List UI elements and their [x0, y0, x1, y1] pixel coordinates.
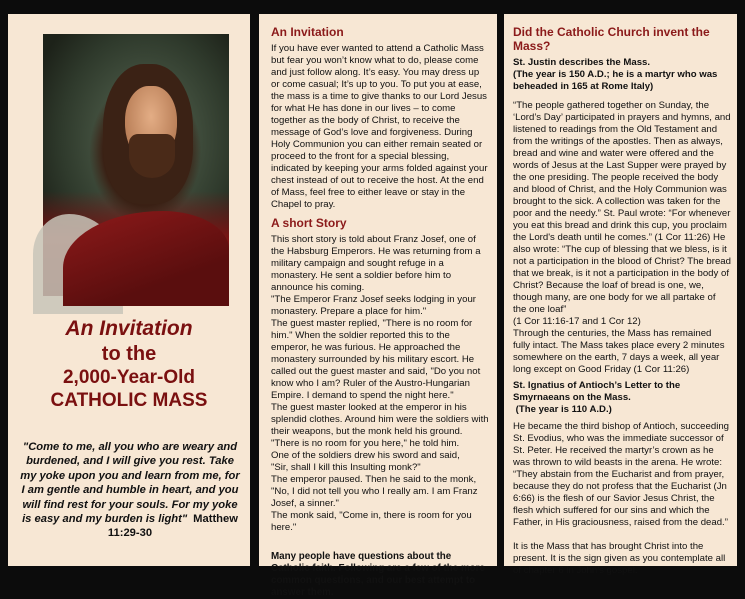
quote-text: "Come to me, all you who are weary and burdened, and I will give you rest. Take my yoke upon you and learn from me, for I am gentle and humble in heart, and you will find rest for your souls. For my yoke is easy and my burden is light"	[20, 441, 240, 526]
invitation-heading: An Invitation	[271, 25, 344, 39]
title-line-4: CATHOLIC MASS	[50, 390, 208, 411]
justin-subheading: (The year is 150 A.D.; he is a martyr who was beheaded in 165 at Rome Italy)	[513, 69, 718, 92]
questions-intro: Many people have questions about the Catholic faith. Following are a few of the more common questions, and our best attempt to answer them.	[271, 550, 485, 598]
invitation-panel	[259, 14, 497, 598]
story-heading: A short Story	[271, 216, 347, 230]
ignatius-subheading: (The year is 110 A.D.)	[513, 404, 612, 415]
centuries-text: Through the centuries, the Mass has remained fully intact. The Mass takes place every 2 minutes somewhere on the earth, 7 days a week, all year long except on Good Friday (1 Cor 11:26)	[513, 328, 725, 375]
christ-portrait-image	[43, 34, 229, 296]
title-line-3: 2,000-Year-Old	[62, 367, 196, 388]
cover-panel	[8, 14, 250, 566]
scripture-quote	[20, 440, 240, 541]
ignatius-heading: St. Ignatius of Antioch’s Letter to the Smyrnaeans on the Mass.	[513, 380, 681, 403]
title-line-1: An Invitation	[65, 317, 193, 340]
ignatius-text: He became the third bishop of Antioch, succeeding St. Evodius, who was the immediate successor of St. Peter. He received the martyr’s crown as he was thrown to wild beasts in the arena. He wrote: “They abstain from the Eucharist and from prayer, because they do not profess that the Eucharist (Jn 6:66) is the flesh of our Savior Jesus Christ, the flesh which suffered for our sins and which the Father, in His graciousness, raised from the dead.”	[513, 421, 729, 528]
history-heading: Did the Catholic Church invent the Mass?	[513, 25, 710, 53]
justin-text: “The people gathered together on Sunday, the ‘Lord’s Day’ participated in prayers and hymns, and listened to readings from the Old Testament and from the writings of the apostles. Then as always, bread and wine and water were offered and the words of Jesus at the Last Supper were prayed by the one presiding. The people received the body and blood of Christ, and the Holy Communion was brought to the sick. A collection was taken for the poor and the needy.” St. Paul wrote: “For whenever you eat this bread and drink this cup, you proclaim the Lord's death until he comes.” (1 Cor 11:26) He also wrote: “The cup of blessing that we bless, is it not a participation in the blood of Christ? The bread that we break, is it not a participation in the body of Christ? Because the loaf of bread is one, we, though many, are one body for we all partake of the one loaf”	[513, 100, 731, 315]
title-line-2: to the	[101, 343, 157, 365]
justin-reference: (1 Cor 11:16-17 and 1 Cor 12)	[513, 316, 641, 327]
closing-text: It is the Mass that has brought Christ into the present. It is the sign given as you contemplate all of chapter 6 in John's gospel.	[513, 541, 726, 576]
quote-reference: Matthew 11:29-30	[107, 513, 238, 540]
portrait-beard	[129, 134, 175, 178]
invitation-text: If you have ever wanted to attend a Catholic Mass but fear you won’t know what to do, please come and just follow along. It’s easy. You may dress up or come casual; It’s up to you. To put you at ease, the mass is a time to give thanks to our Lord Jesus for what He has done in our lives – to come together as the body of Christ, to receive the message of God’s love and forgiveness. During Holy Communion you can either remain seated or proceed to the front for a special blessing, indicated by keeping your arms folded against your chest instead of out to receive the host. At the end of Mass, feel free to either leave or stay in the Chapel to pray.	[271, 43, 488, 210]
cover-title	[8, 316, 250, 412]
justin-heading: St. Justin describes the Mass.	[513, 57, 651, 68]
mass-history-panel	[504, 14, 737, 576]
story-text: This short story is told about Franz Josef, one of the Habsburg Emperors. He was returning from a military campaign and sought refuge in a monastery. He sent a soldier before him to announce his coming. "The Emperor Franz Josef seeks lodging in your monastery. Prepare a place for him." The guest master replied, "There is no room for him." When the soldier reported this to the emperor, he was furious. He approached the monastery surrounded by his military escort. He called out the guest master and said, "Do you not know who I am? Ruler of the Austro-Hungarian Empire. I demand to spend the night here." The guest master looked at the emperor in his splendid clothes. Around him were the soldiers with their weapons, but the monk held his ground. "There is no room for you here," he told him. One of the soldiers drew his sword and said, "Sir, shall I kill this Insulting monk?" The emperor paused. Then he said to the monk, "No, I did not tell you who I really am. I am Franz Josef, a sinner." The monk said, "Come in, there is room for you here."	[271, 234, 489, 533]
